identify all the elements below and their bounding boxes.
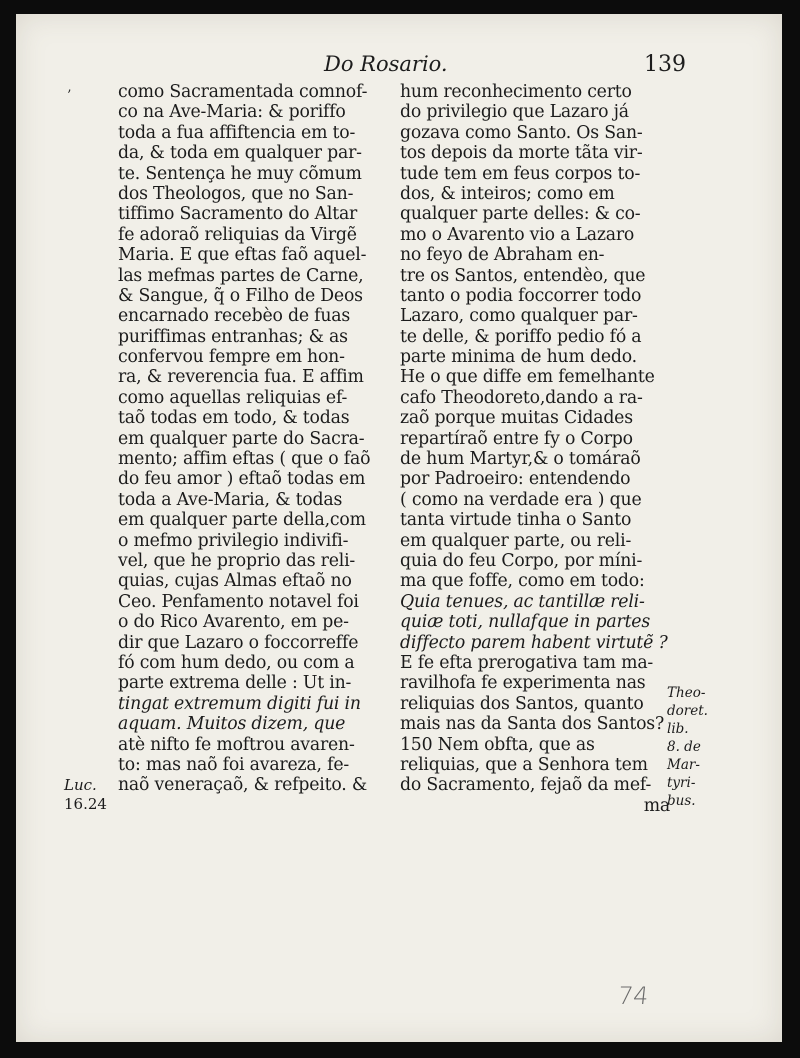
text-line: tanta virtude tinha o Santo	[400, 510, 632, 531]
margin-tick: ’	[67, 88, 72, 104]
text-line: em qualquer parte, ou reli-	[400, 530, 632, 551]
left-text-column	[118, 82, 390, 796]
text-line: Maria. E que eftas faõ aquel-	[118, 245, 367, 266]
text-line: ma	[643, 795, 670, 816]
text-line: fó com hum dedo, ou com a	[118, 652, 355, 673]
running-title: Do Rosario.	[324, 52, 448, 76]
margin-note-left	[64, 776, 107, 814]
text-line: do Sacramento, fejaõ da mef-	[400, 775, 652, 796]
margin-note-line: Theo-	[667, 685, 706, 701]
margin-note-line: 8. de	[667, 739, 701, 755]
text-line: 150 Nem obfta, que as	[400, 734, 595, 755]
margin-note-right	[667, 684, 708, 810]
text-line: zaõ porque muitas Cidades	[400, 408, 633, 429]
text-line: quias, cujas Almas eftaõ no	[118, 571, 352, 592]
text-line: co na Ave-Maria: & poriffo	[118, 102, 346, 123]
text-line: ra, & reverencia fua. E affim	[118, 367, 364, 388]
text-line: puriffimas entranhas; & as	[118, 326, 348, 347]
text-line: mais nas da Santa dos Santos?	[400, 714, 665, 735]
text-line: da, & toda em qualquer par-	[118, 143, 362, 164]
margin-note-ref: Luc.	[64, 776, 97, 794]
text-line: no feyo de Abraham en-	[400, 245, 605, 266]
text-line: o mefmo privilegio indivifi-	[118, 530, 349, 551]
text-line: tude tem em feus corpos to-	[400, 163, 641, 184]
text-line: parte extrema delle : Ut in-	[118, 673, 352, 694]
text-line: diffecto parem habent virtutẽ ?	[400, 632, 668, 653]
text-line: E fe efta prerogativa tam ma-	[400, 652, 654, 673]
text-line: do feu amor ) eftaõ todas em	[118, 469, 366, 490]
text-line: tiffimo Sacramento do Altar	[118, 204, 358, 225]
text-line: dir que Lazaro o foccorreffe	[118, 632, 359, 653]
text-line: repartíraõ entre fy o Corpo	[400, 428, 633, 449]
text-line: & Sangue, q̃ o Filho de Deos	[118, 285, 363, 306]
text-line: quiæ toti, nullafque in partes	[400, 612, 651, 633]
margin-note-line: Mar-	[667, 757, 700, 773]
text-line: taõ todas em todo, & todas	[118, 408, 350, 429]
text-line: reliquias dos Santos, quanto	[400, 693, 644, 714]
text-line: Quia tenues, ac tantillæ reli-	[400, 591, 645, 612]
text-line: naõ veneraçaõ, & refpeito. &	[118, 775, 368, 796]
text-line: He o que diffe em femelhante	[400, 367, 655, 388]
text-line: tanto o podia foccorrer todo	[400, 285, 642, 306]
text-line: confervou fempre em hon-	[118, 347, 345, 368]
text-line: encarnado recebèo de fuas	[118, 306, 351, 327]
text-line: fe adoraõ reliquias da Virgẽ	[118, 224, 357, 245]
text-line: como Sacramentada comnof-	[118, 82, 368, 102]
text-line: por Padroeiro: entendendo	[400, 469, 631, 490]
text-line: toda a Ave-Maria, & todas	[118, 489, 343, 510]
text-line: to: mas naõ foi avareza, fe-	[118, 754, 349, 775]
text-line: de hum Martyr,& o tomáraõ	[400, 449, 641, 470]
text-line: parte minima de hum dedo.	[400, 347, 637, 368]
margin-note-line: tyri-	[667, 775, 696, 791]
text-line: te delle, & poriffo pedio fó a	[400, 326, 642, 347]
page-header	[0, 48, 800, 78]
text-line: atè nifto fe moftrou avaren-	[118, 734, 355, 755]
text-line: hum reconhecimento certo	[400, 82, 632, 102]
text-line: cafo Theodoreto,dando a ra-	[400, 387, 643, 408]
text-line: aquam. Muitos dizem, que	[118, 714, 346, 735]
margin-note-line: doret.	[667, 703, 708, 719]
margin-note-line: lib.	[667, 721, 689, 737]
text-line: tre os Santos, entendèo, que	[400, 265, 646, 286]
text-line: vel, que he proprio das reli-	[118, 550, 356, 571]
text-line: ma que foffe, como em todo:	[400, 571, 645, 592]
text-line: ravilhofa fe experimenta nas	[400, 673, 646, 694]
page-number: 139	[644, 52, 686, 77]
text-line: tos depois da morte tãta vir-	[400, 143, 643, 164]
right-text-column	[400, 82, 670, 816]
text-line: Lazaro, como qualquer par-	[400, 306, 638, 327]
text-line: qualquer parte delles: & co-	[400, 204, 641, 225]
handwritten-folio-number: 74	[616, 982, 651, 1010]
text-line: do privilegio que Lazaro já	[400, 102, 629, 123]
text-line: dos, & inteiros; como em	[400, 183, 615, 204]
text-line: Ceo. Penfamento notavel foi	[118, 591, 359, 612]
text-line: ( como na verdade era ) que	[400, 489, 642, 510]
text-line: toda a fua affiftencia em to-	[118, 122, 356, 143]
text-line: como aquellas reliquias ef-	[118, 387, 348, 408]
margin-note-num: 16.24	[64, 795, 107, 813]
margin-note-line: bus.	[667, 793, 696, 809]
text-line: em qualquer parte della,com	[118, 510, 366, 531]
text-line: quia do feu Corpo, por míni-	[400, 550, 643, 571]
text-line: mento; affim eftas ( que o faõ	[118, 449, 371, 470]
text-line: mo o Avarento vio a Lazaro	[400, 224, 635, 245]
text-line: gozava como Santo. Os San-	[400, 122, 643, 143]
text-line: tingat extremum digiti fui in	[118, 693, 361, 714]
text-line: las mefmas partes de Carne,	[118, 265, 364, 286]
text-line: em qualquer parte do Sacra-	[118, 428, 365, 449]
text-line: reliquias, que a Senhora tem	[400, 754, 648, 775]
text-line: dos Theologos, que no San-	[118, 183, 354, 204]
text-line: te. Sentença he muy cõmum	[118, 163, 362, 184]
text-line: o do Rico Avarento, em pe-	[118, 612, 349, 633]
